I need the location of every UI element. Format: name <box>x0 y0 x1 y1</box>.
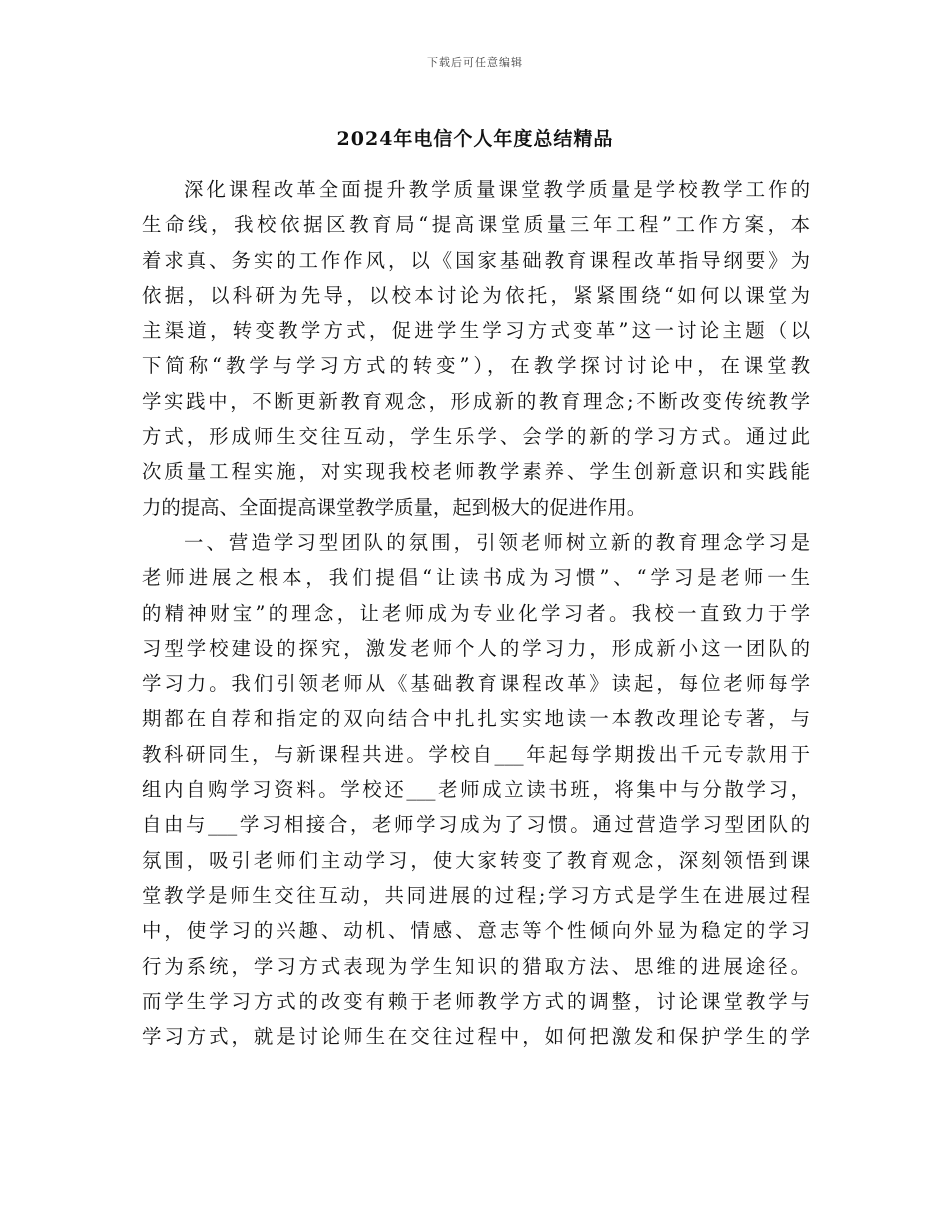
text-line: 次质量工程实施，对实现我校老师教学素养、学生创新意识和实践能 <box>142 460 810 484</box>
text-line: 而学生学习方式的改变有赖于老师教学方式的调整，讨论课堂教学与 <box>142 989 810 1013</box>
document-title: 2024年电信个人年度总结精品 <box>336 128 614 150</box>
text-line: 方式，形成师生交往互动，学生乐学、会学的新的学习方式。通过此 <box>142 425 810 449</box>
text-line: 氛围，吸引老师们主动学习，使大家转变了教育观念，深刻领悟到课 <box>142 848 810 872</box>
text-line: 学习力。我们引领老师从《基础教育课程改革》读起，每位老师每学 <box>142 672 810 696</box>
text-line: 学实践中，不断更新教育观念，形成新的教育理念;不断改变传统教学 <box>142 389 810 413</box>
text-line: 中，使学习的兴趣、动机、情感、意志等个性倾向外显为稳定的学习 <box>142 919 810 943</box>
header-note: 下载后可任意编辑 <box>427 56 523 69</box>
text-line: 力的提高、全面提高课堂教学质量，起到极大的促进作用。 <box>142 495 647 519</box>
text-line: 自由与___学习相接合，老师学习成为了习惯。通过营造学习型团队的 <box>142 813 810 837</box>
text-line: 行为系统，学习方式表现为学生知识的猎取方法、思维的进展途径。 <box>142 954 810 978</box>
text-line: 习型学校建设的探究，激发老师个人的学习力，形成新小这一团队的 <box>142 636 810 660</box>
text-line: 学习方式，就是讨论师生在交往过程中，如何把激发和保护学生的学 <box>142 1025 810 1049</box>
text-line: 一、营造学习型团队的氛围，引领老师树立新的教育理念学习是 <box>184 530 810 554</box>
text-line: 依据，以科研为先导，以校本讨论为依托，紧紧围绕“如何以课堂为 <box>142 283 810 307</box>
text-line: 着求真、务实的工作作风，以《国家基础教育课程改革指导纲要》为 <box>142 248 810 272</box>
text-line: 期都在自荐和指定的双向结合中扎扎实实地读一本教改理论专著，与 <box>142 707 810 731</box>
text-line: 的精神财宝”的理念，让老师成为专业化学习者。我校一直致力于学 <box>142 601 810 625</box>
text-line: 生命线，我校依据区教育局“提高课堂质量三年工程”工作方案，本 <box>142 213 810 237</box>
text-line: 下简称“教学与学习方式的转变”），在教学探讨讨论中，在课堂教 <box>142 354 810 378</box>
text-line: 深化课程改革全面提升教学质量课堂教学质量是学校教学工作的 <box>184 178 810 201</box>
text-line: 老师进展之根本，我们提倡“让读书成为习惯”、“学习是老师一生 <box>142 566 810 590</box>
text-line: 组内自购学习资料。学校还___老师成立读书班，将集中与分散学习， <box>142 778 810 802</box>
text-line: 堂教学是师生交往互动，共同进展的过程;学习方式是学生在进展过程 <box>142 883 810 907</box>
text-line: 教科研同生，与新课程共进。学校自___年起每学期拨出千元专款用于 <box>142 742 810 766</box>
document-body <box>142 172 810 1054</box>
text-line: 主渠道，转变教学方式，促进学生学习方式变革”这一讨论主题（以 <box>142 319 810 343</box>
